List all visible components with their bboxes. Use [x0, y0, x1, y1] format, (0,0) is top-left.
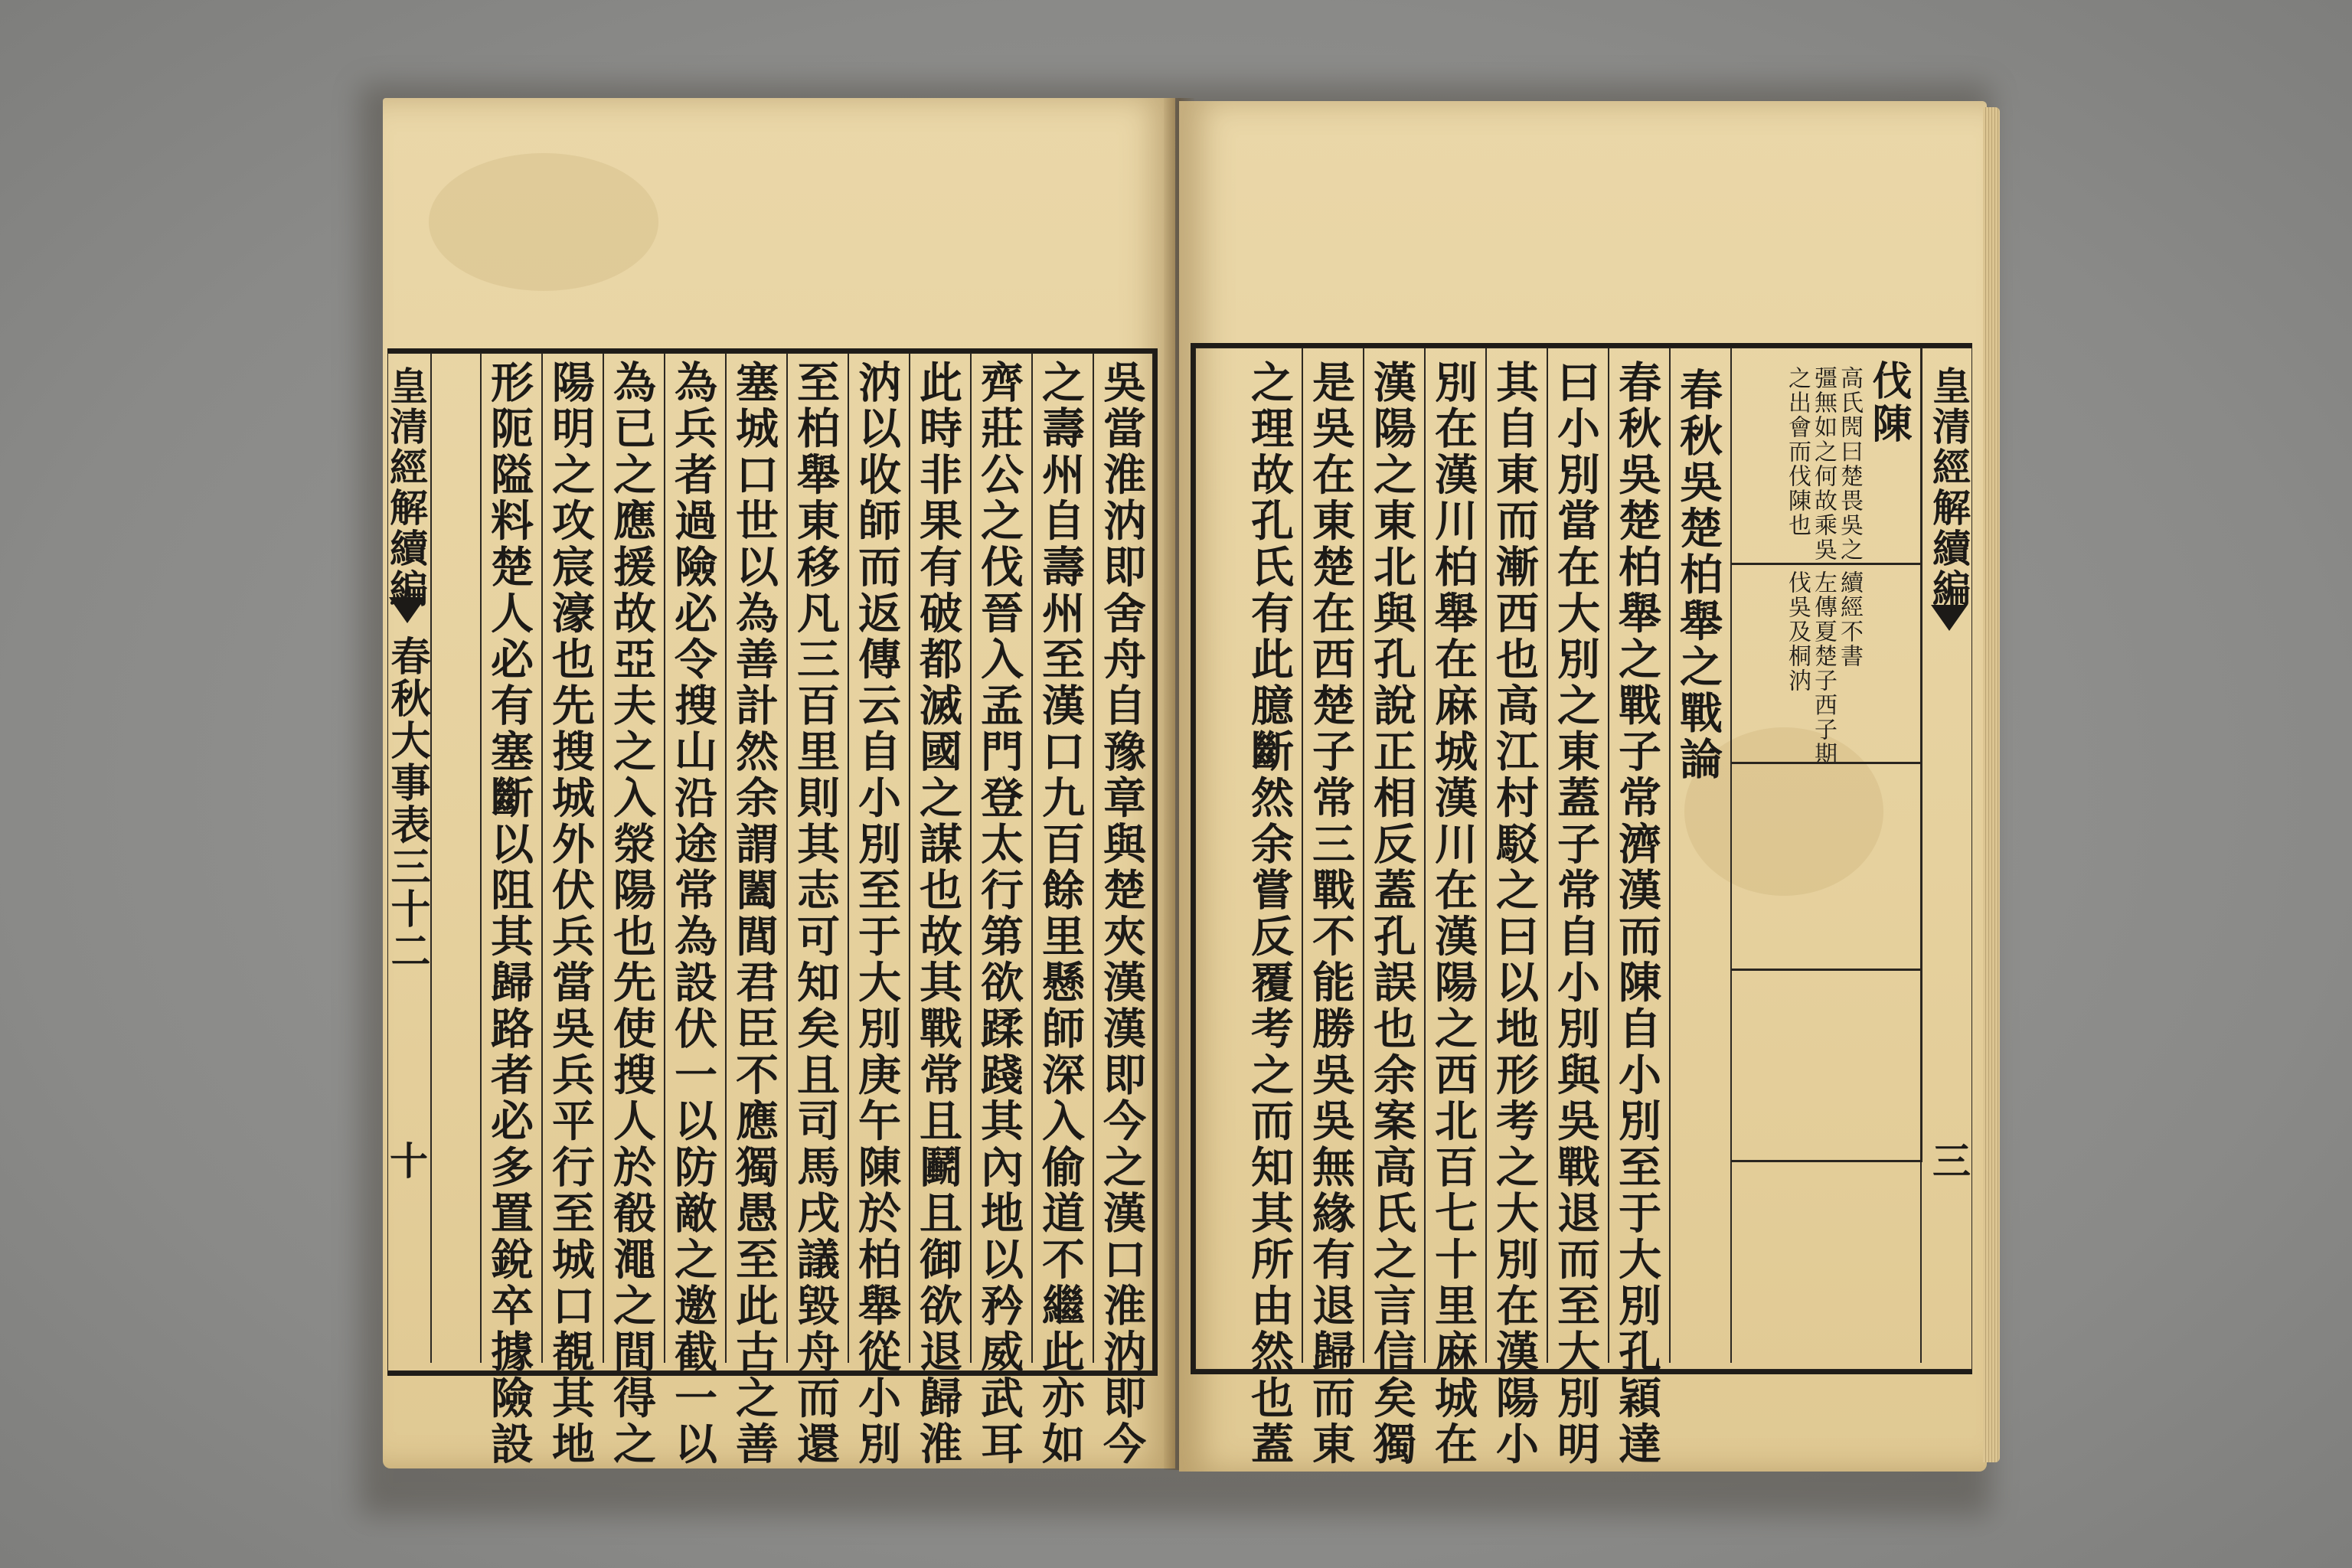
column-rule — [1093, 354, 1094, 1363]
column-rule — [1485, 348, 1487, 1363]
column-rule — [1669, 348, 1671, 1363]
right-column-1: 春秋吳楚柏舉之戰子常濟漢而陳自小別至于大別孔穎達 — [1612, 360, 1662, 1468]
column-rule — [541, 354, 543, 1363]
left-section-title: 春秋大事表三十二 — [384, 635, 430, 972]
column-rule — [1547, 348, 1548, 1363]
column-rule — [430, 354, 432, 1363]
paper-stain — [429, 153, 658, 291]
left-column-5: 汭以收師而返傳云自小別至于大別庚午陳於柏舉從小別 — [851, 360, 902, 1468]
left-column-9: 為已之應援故亞夫之入滎陽也先使搜人於殽澠之間得之 — [606, 360, 657, 1468]
table-note-1: 高氏閌曰楚畏吳之 — [1836, 366, 1863, 562]
table-note-3: 之出會而伐陳也 — [1784, 366, 1811, 537]
table-cell — [1732, 563, 1922, 764]
column-rule — [848, 354, 849, 1363]
left-column-6: 至柏舉東移凡三百里則其志可知矣且司馬戌議毀舟而還 — [790, 360, 841, 1468]
right-column-7: 之理故孔氏有此臆斷然余嘗反覆考之而知其所由然也蓋 — [1244, 360, 1295, 1468]
right-folio: 三 — [1926, 1141, 1971, 1181]
right-column-2: 曰小別當在大別之東蓋子常自小別與吳戰退而至大別明 — [1550, 360, 1601, 1468]
left-column-7: 塞城口世以為善計然余謂闔閭君臣不應獨愚至此古之善 — [729, 360, 779, 1468]
right-column-4: 別在漢川柏舉在麻城漢川在漢陽之西北百七十里麻城在 — [1428, 360, 1478, 1468]
table-note-2: 彊無如之何故乘吳 — [1810, 366, 1837, 562]
column-rule — [786, 354, 788, 1363]
table-cell — [1732, 969, 1922, 1162]
left-banner: 皇清經解續編 — [384, 366, 429, 609]
left-column-2: 之壽州自壽州至漢口九百餘里懸師深入偷道不繼此亦如 — [1035, 360, 1086, 1468]
column-rule — [1608, 348, 1609, 1363]
column-rule — [1031, 354, 1033, 1363]
page-edges — [1983, 107, 2000, 1462]
essay-title: 春秋吳楚柏舉之戰論 — [1673, 368, 1723, 783]
right-column-3: 其自東而漸西也高江村駁之曰以地形考之大別在漢陽小 — [1489, 360, 1540, 1468]
left-column-10: 陽明之攻宸濠也先搜城外伏兵當吳兵平行至城口覩其地 — [545, 360, 596, 1468]
left-folio: 十 — [384, 1141, 429, 1181]
fish-tail-mark — [389, 597, 426, 623]
right-column-5: 漢陽之東北與孔說正相反蓋孔誤也余案高氏之言信矣獨 — [1367, 360, 1417, 1468]
left-column-3: 齊莊公之伐晉入孟門登太行第欲蹂踐其內地以矜威武耳 — [974, 360, 1024, 1468]
left-column-8: 為兵者過險必令搜山沿途常為設伏一以防敵之邀截一以 — [668, 360, 718, 1468]
column-rule — [1302, 348, 1303, 1363]
right-column-6: 是吳在東楚在西楚子常三戰不能勝吳吳無緣有退歸而東 — [1305, 360, 1356, 1468]
column-rule — [1363, 348, 1364, 1363]
left-column-1: 吳當淮汭即舍舟自豫章與楚夾漢漢即今之漢口淮汭即今 — [1096, 360, 1147, 1468]
column-rule — [1424, 348, 1426, 1363]
left-column-11: 形阨隘料楚人必有塞斷以阻其歸路者必多置銳卒據險設 — [484, 360, 534, 1468]
column-rule — [1730, 348, 1732, 1363]
column-rule — [970, 354, 972, 1363]
column-rule — [480, 354, 482, 1363]
table-note-5: 左傳夏楚子西子期 — [1810, 570, 1837, 766]
table-note-4: 續經不書 — [1836, 570, 1863, 668]
column-rule — [603, 354, 604, 1363]
column-rule — [909, 354, 910, 1363]
column-rule — [664, 354, 665, 1363]
fish-tail-mark — [1931, 605, 1968, 631]
table-cell — [1732, 762, 1922, 971]
right-banner: 皇清經解續編 — [1926, 366, 1971, 609]
left-column-4: 此時非果有破都滅國之謀也故其戰常且鬬且御欲退歸淮 — [913, 360, 963, 1468]
column-rule — [725, 354, 727, 1363]
table-title: 伐陳 — [1865, 360, 1912, 446]
table-note-6: 伐吳及桐汭 — [1784, 570, 1811, 693]
